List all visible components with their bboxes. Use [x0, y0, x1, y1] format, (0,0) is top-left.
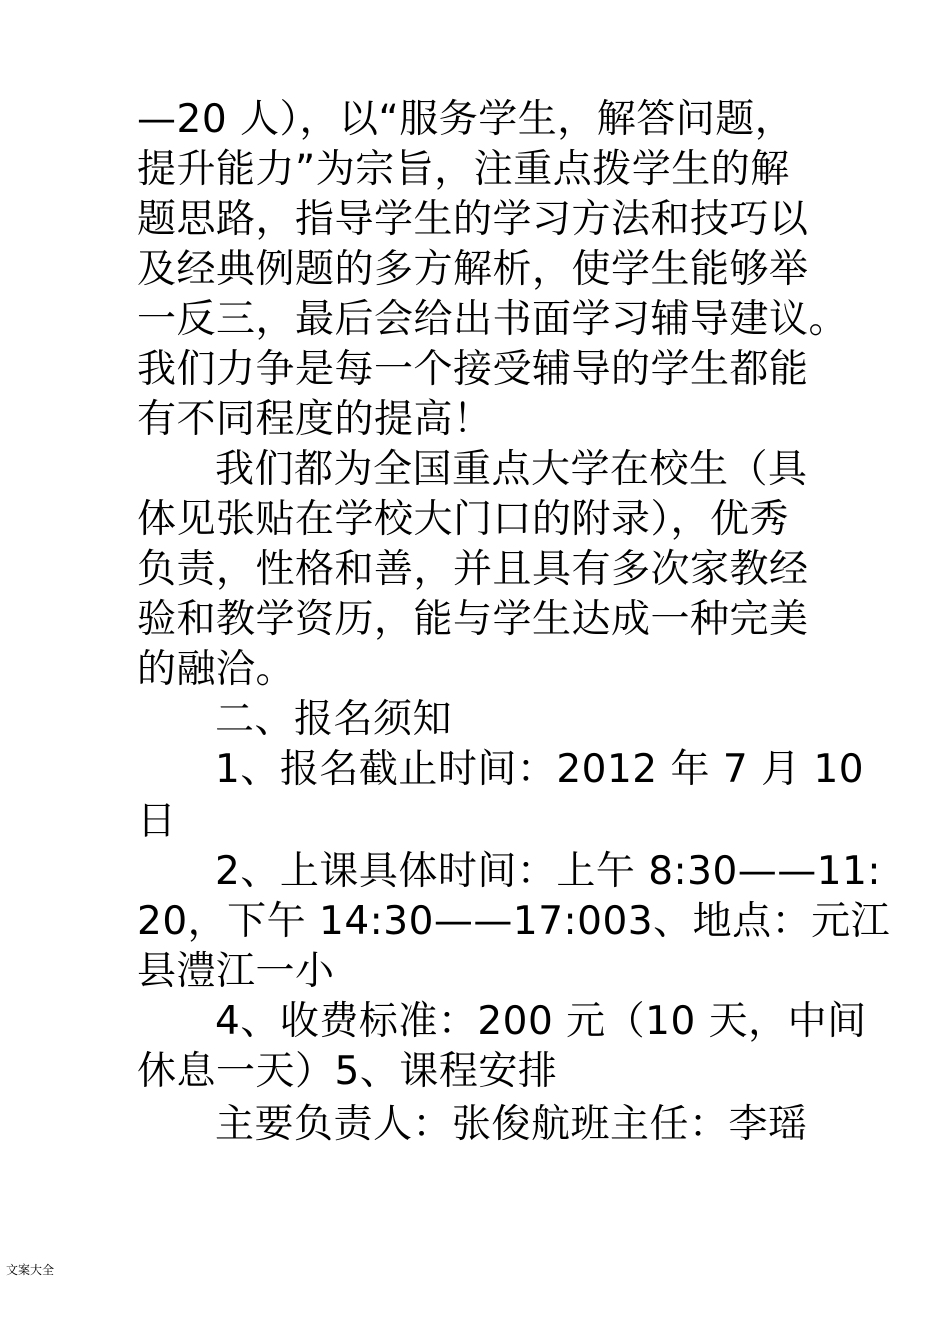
text-line-5: 一反三，最后会给出书面学习辅导建议。 — [137, 297, 849, 342]
text-line-11: 验和教学资历，能与学生达成一种完美 — [137, 597, 809, 642]
item-1-deadline: 1、报名截止时间：2012 年 7 月 10 — [215, 747, 865, 792]
text-line-9: 体见张贴在学校大门口的附录），优秀 — [137, 497, 790, 542]
text-line-4: 及经典例题的多方解析，使学生能够举 — [137, 247, 809, 292]
text-line-7: 有不同程度的提高！ — [137, 397, 493, 442]
item-2-class-time-cont: 20，下午 14:30——17:003、地点：元江 — [137, 899, 891, 944]
text-line-3: 题思路，指导学生的学习方法和技巧以 — [137, 197, 809, 242]
text-line-1: —20 人），以“服务学生，解答问题， — [137, 97, 795, 142]
text-line-6: 我们力争是每一个接受辅导的学生都能 — [137, 347, 809, 392]
section-heading-registration: 二、报名须知 — [215, 697, 453, 742]
text-line-12: 的融洽。 — [137, 647, 296, 692]
responsible-persons: 主要负责人：张俊航班主任：李瑶 — [215, 1102, 808, 1147]
item-3-location-cont: 县澧江一小 — [137, 949, 335, 994]
footer-label: 文案大全 — [6, 1263, 55, 1277]
text-line-10: 负责，性格和善，并且具有多次家教经 — [137, 547, 809, 592]
item-2-class-time: 2、上课具体时间：上午 8:30——11: — [215, 849, 882, 894]
text-line-2: 提升能力”为宗旨，注重点拨学生的解 — [137, 147, 790, 192]
item-4-fee-cont: 休息一天）5、课程安排 — [137, 1049, 558, 1094]
item-1-deadline-cont: 日 — [137, 799, 177, 844]
item-4-fee: 4、收费标准：200 元（10 天，中间 — [215, 999, 867, 1044]
paragraph-2-first-line: 我们都为全国重点大学在校生（具 — [215, 447, 808, 492]
